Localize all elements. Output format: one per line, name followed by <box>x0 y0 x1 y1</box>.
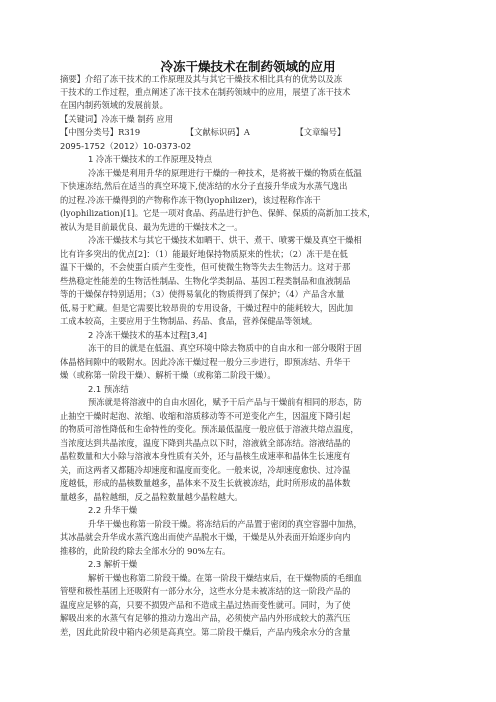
body-line: 管壁和极性基团上还吸附有一部分水分，这些水分是未被冻结的这一阶段产品的 <box>60 586 351 596</box>
body-line: 的物质可溶性降低和生命特性的变化。预冻最低温度一般应低于溶液共熔点温度， <box>60 424 359 434</box>
article-number: 2095-1752（2012）10-0373-02 <box>60 141 192 151</box>
body-line: 低,易于贮藏。但是它需要比较昂贵的专用设备，干燥过程中的能耗较大，因此加 <box>60 303 354 313</box>
body-line: 冷冻干燥技术与其它干燥技术如晒干、烘干、煮干、喷雾干燥及真空干燥相 <box>88 235 362 245</box>
body-line: 工成本较高，主要应用于生物制品、药品、食品，营养保健品等领域。 <box>60 316 318 326</box>
abstract-line: 摘要】介绍了冻干技术的工作原理及其与其它干燥技术相比具有的优势以及冻 <box>60 74 343 84</box>
body-line: 体晶格间隙中的吸附水。因此冷冻干燥过程一般分三步进行，即预冻结、升华干 <box>60 357 351 367</box>
body-line: 下快速冻结,然后在适当的真空环境下,使冻结的水分子直接升华成为水蒸气逸出 <box>60 181 348 191</box>
body-line: 推移的，此阶段约除去全部水分的 90%左右。 <box>60 546 231 556</box>
body-line: 被认为是目前最优良、最为先进的干燥技术之一。 <box>60 222 243 232</box>
abstract-line: 干技术的工作过程，重点阐述了冻干技术在制药领域中的应用，展望了冻干技术 <box>60 87 351 97</box>
section-heading-1: 1 冷冻干燥技术的工作原理及特点 <box>88 154 213 164</box>
body-line: 其冰晶就会升华成水蒸汽逸出而使产品脱水干燥，干燥是从外表面开始逐步向内 <box>60 532 351 542</box>
body-line: 冻干的目的就是在低温、真空环境中除去物质中的自由水和一部分吸附于固 <box>88 343 362 353</box>
article-title: 冷冻干燥技术在制药领域的应用 <box>160 59 336 74</box>
body-line: 的过程.冷冻干燥得到的产物称作冻干物(lyophilizer)，该过程称作冻干 <box>60 195 321 205</box>
classification-line: 【中图分类号】R319 【文献标识码】A 【文章编号】 <box>60 127 346 137</box>
body-line: 等的干燥保存特别适用；（3）使得易氧化的物质得到了保护；（4）产品含水量 <box>60 289 345 299</box>
body-line: 晶粒数量和大小除与溶液本身性质有关外，还与晶核生成速率和晶体生长速度有 <box>60 451 351 461</box>
body-line: 温下干燥的，不会使蛋白质产生变性，但可使微生物等失去生物活力。这对于那 <box>60 262 351 272</box>
body-line: 差，因此此阶段中箱内必须是高真空。第二阶段干燥后，产品内残余水分的含量 <box>60 627 351 637</box>
body-line: 升华干燥也称第一阶段干燥。将冻结后的产品置于密闭的真空容器中加热， <box>88 519 362 529</box>
body-line: 些热稳定性能差的生物活性制品、生物化学类制品、基因工程类制品和血液制品 <box>60 276 351 286</box>
body-line: (lyophilization)[1]。它是一项对食品、药品进行护色、保鲜、保质的高新加工技术， <box>60 208 376 218</box>
body-line: 关，而这两者又都随冷却速度和温度而变化。一般来说，冷却速度愈快、过冷温 <box>60 465 351 475</box>
body-line: 冷冻干燥是利用升华的原理进行干燥的一种技术，是将被干燥的物质在低温 <box>88 168 362 178</box>
subsection-heading-2-1: 2.1 预冻结 <box>88 384 129 394</box>
body-line: 燥（或称第一阶段干燥）、解析干燥（或称第二阶段干燥）。 <box>60 370 276 380</box>
body-line: 当浓度达到共晶浓度，温度下降到共晶点以下时，溶液就全部冻结。溶液结晶的 <box>60 438 351 448</box>
subsection-heading-2-3: 2.3 解析干燥 <box>88 559 138 569</box>
subsection-heading-2-2: 2.2 升华干燥 <box>88 505 138 515</box>
keywords-line: 【关键词】冷冻干燥 制药 应用 <box>60 114 174 124</box>
body-line: 预冻就是将溶液中的自由水固化，赋予干后产品与干燥前有相同的形态，防 <box>88 397 362 407</box>
body-line: 比有许多突出的优点[2]：（1）能最好地保持物质原来的性状；（2）冻干是在低 <box>60 249 348 259</box>
body-line: 解析干燥也称第二阶段干燥。在第一阶段干燥结束后，在干燥物质的毛细血 <box>88 573 362 583</box>
body-line: 量越多，晶粒越细，反之晶粒数量越少晶粒越大。 <box>60 492 243 502</box>
body-line: 温度应足够的高，只要不损毁产品和不造成主晶过热而变性就可。同时，为了使 <box>60 600 351 610</box>
body-line: 度越低，形成的晶核数量越多，晶体来不及生长就被冻结，此时所形成的晶体数 <box>60 478 351 488</box>
body-line: 解吸出来的水蒸气有足够的推动力逸出产品，必须使产品内外形成较大的蒸汽压 <box>60 613 351 623</box>
abstract-line: 在国内制药领域的发展前景。 <box>60 100 168 110</box>
section-heading-2: 2 冷冻干燥技术的基本过程[3,4] <box>88 330 207 340</box>
body-line: 止抽空干燥时起泡、浓缩、收缩和溶质移动等不可逆变化产生，因温度下降引起 <box>60 411 351 421</box>
